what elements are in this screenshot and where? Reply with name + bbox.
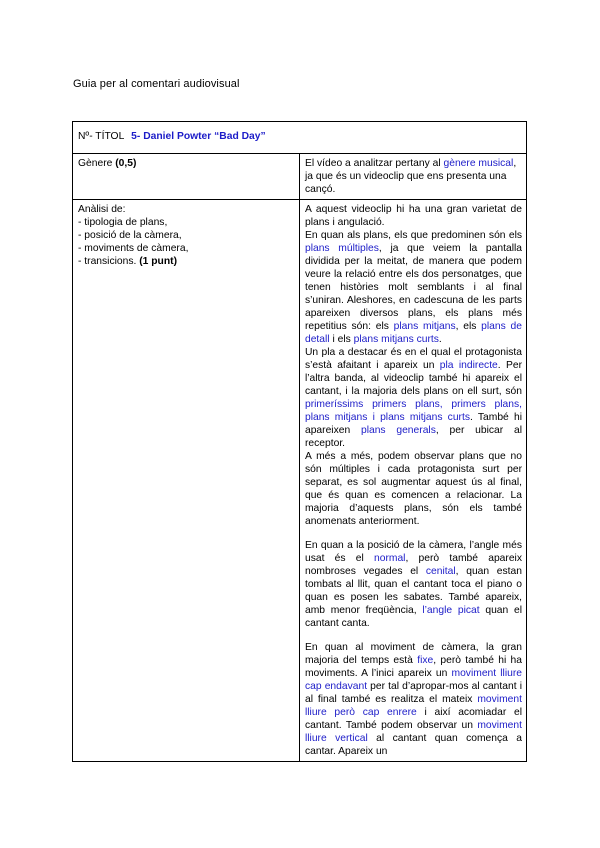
- highlighted-term: normal: [373, 553, 406, 564]
- genre-answer-cell: [299, 154, 526, 200]
- answer-text: . També hi apareixen: [304, 412, 522, 436]
- page-heading: Guia per al comentari audiovisual: [73, 78, 240, 90]
- answer-text: A més a més, podem observar plans que no són múltiples i cada protagonista surt per separat, es sol augmentar aquest ús al final, que és quan es comencen a relacionar. La majoria d’aquests plans, són els també anomenats anteriorment.: [304, 451, 522, 527]
- answer-text: A aquest videoclip hi ha una gran varietat de plans i angulació.: [304, 204, 522, 228]
- answer-text: , ja que és un videoclip que ens presenta una cançó.: [304, 158, 517, 195]
- answer-text: i així acomiadar el cantant. També podem observar un: [304, 707, 522, 731]
- analysis-paragraph: [305, 346, 522, 450]
- highlighted-term: pla indirecte: [439, 360, 498, 371]
- answer-text: , els: [455, 321, 482, 332]
- title-label: Nº- TÍTOL: [78, 131, 125, 142]
- title-row: [73, 122, 527, 154]
- answer-text: .: [438, 334, 442, 345]
- paragraph-gap: [305, 528, 522, 539]
- highlighted-term: cenital: [425, 566, 456, 577]
- highlighted-term: moviment lliure vertical: [304, 720, 522, 744]
- analysis-points: (1 punt): [139, 256, 177, 267]
- answer-text: per tal d’apropar-mos al cantant i al final també es realitza el mateix: [304, 681, 522, 705]
- analysis-line: - tipologia de plans,: [78, 217, 168, 228]
- genre-points: (0,5): [115, 158, 137, 169]
- analysis-line: - posició de la càmera,: [78, 230, 182, 241]
- highlighted-term: moviment lliure però cap enrere: [304, 694, 522, 718]
- genre-label-cell: [73, 154, 300, 200]
- analysis-paragraph: [305, 450, 522, 528]
- analysis-paragraph: [305, 203, 522, 229]
- commentary-table: [72, 121, 527, 762]
- highlighted-term: primeríssims primers plans, primers plans, plans mitjans i plans mitjans curts: [304, 399, 522, 423]
- answer-text: , ja que veiem la pantalla dividida per la meitat, de manera que podem veure la relació entre els dos personatges, que tenen històries molt semblants i al final s’uniran. Aleshores, en cadescuna de les parts apareixen diversos plans, els plans més repetitius són: els: [304, 243, 522, 332]
- highlighted-term: l’angle picat: [422, 605, 480, 616]
- answer-text: , però també apareix nombroses vegades el: [304, 553, 522, 577]
- analysis-row: [73, 200, 527, 762]
- analysis-line: Anàlisi de:: [78, 204, 126, 215]
- analysis-paragraph: [305, 641, 522, 758]
- analysis-paragraph: [305, 539, 522, 630]
- answer-text: , però també hi ha moviments. A l’inici apareix un: [304, 655, 523, 679]
- title-cell: [73, 122, 527, 154]
- genre-answer: [305, 157, 522, 196]
- highlighted-term: moviment lliure cap endavant: [304, 668, 522, 692]
- highlighted-term: fixe: [417, 655, 434, 666]
- analysis-line-text: - transicions.: [78, 256, 137, 267]
- analysis-answer-cell: [299, 200, 526, 762]
- answer-text: , quan estan tombats al llit, quan el cantant toca el piano o quan es posen les sabates. També apareix, amb menor freqüència,: [304, 566, 522, 616]
- analysis-label-cell: [73, 200, 300, 762]
- highlighted-term: plans múltiples: [304, 243, 379, 254]
- answer-text: al cantant quan comença a cantar. Apareix un: [304, 733, 522, 757]
- answer-text: El vídeo a analitzar pertany al: [304, 158, 444, 169]
- genre-label: Gènere: [78, 158, 113, 169]
- answer-text: i els: [329, 334, 354, 345]
- highlighted-term: plans mitjans curts: [353, 334, 439, 345]
- answer-text: quan el cantant canta.: [304, 605, 522, 629]
- video-title: 5- Daniel Powter “Bad Day”: [131, 131, 266, 142]
- answer-text: . Per l’altra banda, al videoclip també hi apareix el cantant, i la majoria dels plans on ell surt, són: [304, 360, 523, 397]
- highlighted-term: gènere musical: [443, 158, 514, 169]
- paragraph-gap: [305, 630, 522, 641]
- answer-text: Un pla a destacar és en el qual el protagonista s’està afaitant i apareix un: [304, 347, 522, 371]
- answer-text: En quan als plans, els que predominen són els: [304, 230, 522, 241]
- answer-text: En quan al moviment de càmera, la gran majoria del temps està: [304, 642, 522, 666]
- answer-text: En quan a la posició de la càmera, l’angle més usat és el: [304, 540, 522, 564]
- genre-row: [73, 154, 527, 200]
- highlighted-term: plans mitjans: [393, 321, 456, 332]
- answer-text: , per ubicar al receptor.: [304, 425, 522, 449]
- highlighted-term: plans de detall: [304, 321, 522, 345]
- analysis-line: - moviments de càmera,: [78, 243, 189, 254]
- highlighted-term: plans generals: [360, 425, 436, 436]
- analysis-line: [78, 255, 295, 268]
- analysis-paragraph: [305, 229, 522, 346]
